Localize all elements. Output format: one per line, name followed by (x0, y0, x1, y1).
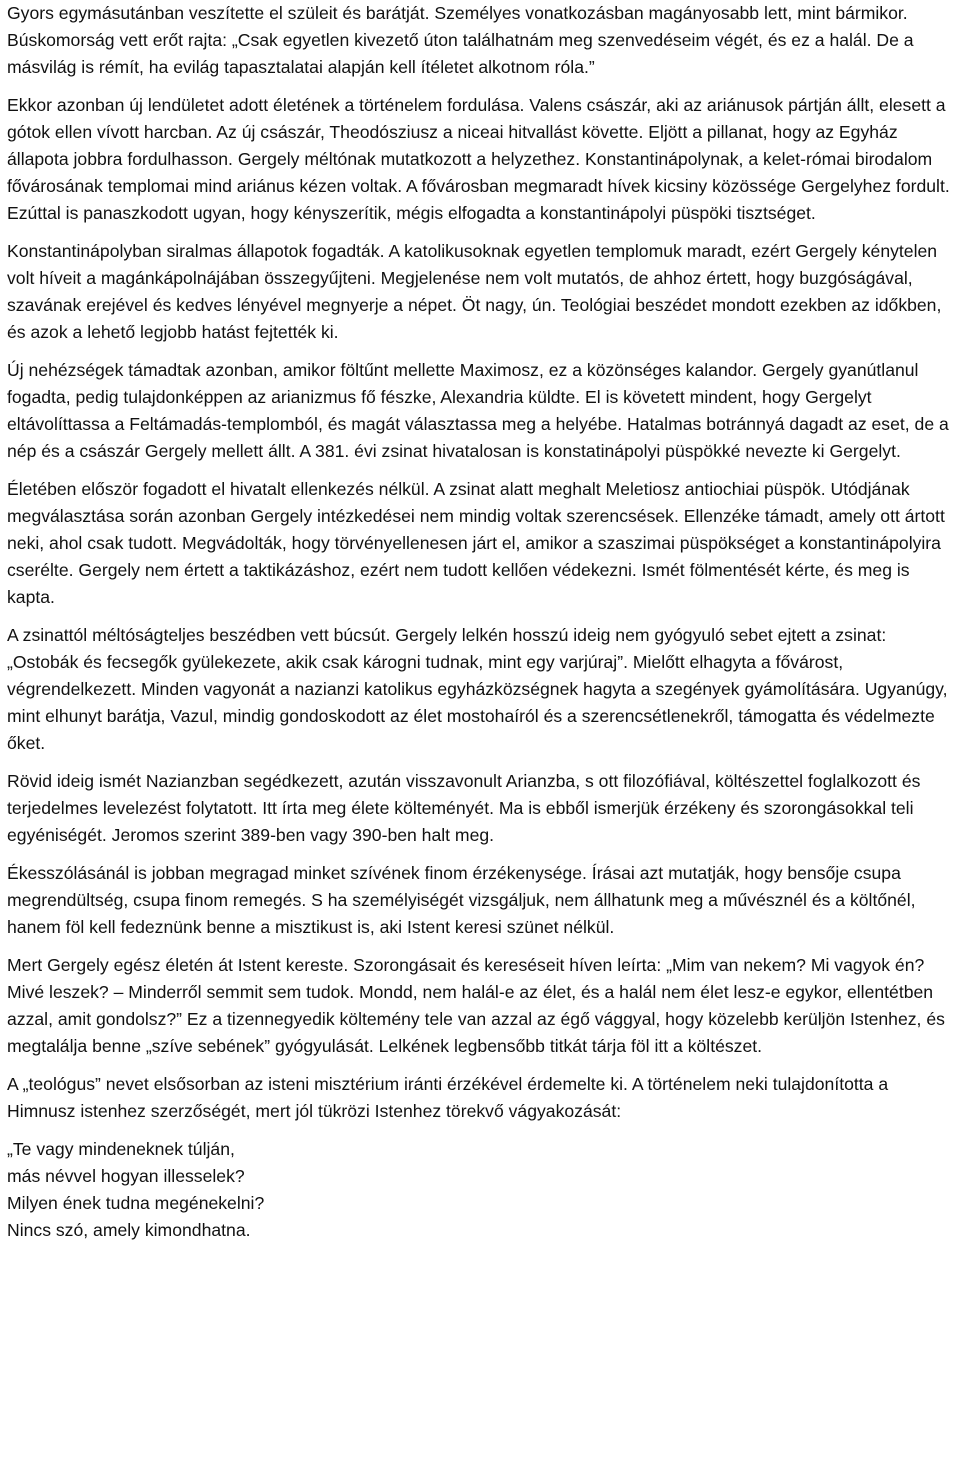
poem-line: Milyen ének tudna megénekelni? (7, 1193, 265, 1213)
paragraph-3: Konstantinápolyban siralmas állapotok fogadták. A katolikusoknak egyetlen templomuk maradt, ezért Gergely kénytelen volt híveit a magánkápolnájában összegyűjteni. Megjelenése nem volt mutatós, de ahhoz értett, hogy buzgóságával, szavának erejével és kedves lényével megnyerje a népet. Öt nagy, ún. Teológiai beszédet mondott ezekben az időkben, és azok a lehető legjobb hatást fejtették ki. (7, 241, 942, 342)
poem-quote (7, 1136, 959, 1244)
paragraph-8: Ékesszólásánál is jobban megragad minket szívének finom érzékenysége. Írásai azt mutatják, hogy bensője csupa megrendültség, csupa finom remegés. S ha személyiségét vizsgáljuk, nem állhatunk meg a művésznél és a költőnél, hanem föl kell fedeznünk benne a misztikust is, aki Istent keresi szünet nélkül. (7, 863, 916, 937)
paragraph-4: Új nehézségek támadtak azonban, amikor föltűnt mellette Maximosz, ez a közönséges kalandor. Gergely gyanútlanul fogadta, pedig tulajdonképpen az arianizmus fő fészke, Alexandria küldte. El is követett mindent, hogy Gergelyt eltávolíttassa a Feltámadás-templomból, és magát választassa meg a helyébe. Hatalmas botránnyá dagadt az eset, de a nép és a császár Gergely mellett állt. A 381. évi zsinat hivatalosan is konstatinápolyi püspökké nevezte ki Gergelyt. (7, 360, 949, 461)
paragraph-6: A zsinattól méltóságteljes beszédben vett búcsút. Gergely lelkén hosszú ideig nem gyógyuló sebet ejtett a zsinat: „Ostobák és fecsegők gyülekezete, akik csak károgni tudnak, mint egy varjúraj”. Mielőtt elhagyta a fővárost, végrendelkezett. Minden vagyonát a nazianzi katolikus egyházközségnek hagyta a szegények gyámolítására. Ugyanúgy, mint elhunyt barátja, Vazul, mindig gondoskodott az élet mostohaíról és a szerencsétlenekről, támogatta és védelmezte őket. (7, 625, 948, 753)
paragraph-1: Gyors egymásutánban veszítette el szüleit és barátját. Személyes vonatkozásban magányosabb lett, mint bármikor. Búskomorság vett erőt rajta: „Csak egyetlen kivezető úton találhatnám meg szenvedéseim végét, és ez a halál. De a másvilág is rémít, ha evilág tapasztalatai alapján kell ítéletet alkotnom róla.” (7, 3, 914, 77)
paragraph-7: Rövid ideig ismét Nazianzban segédkezett, azután visszavonult Arianzba, s ott filozófiával, költészettel foglalkozott és terjedelmes levelezést folytatott. Itt írta meg élete költeményét. Ma is ebből ismerjük érzékeny és szorongásokkal teli egyéniségét. Jeromos szerint 389-ben vagy 390-ben halt meg. (7, 771, 921, 845)
paragraph-10: A „teológus” nevet elsősorban az isteni misztérium iránti érzékével érdemelte ki. A történelem neki tulajdonította a Himnusz istenhez szerzőségét, mert jól tükrözi Istenhez törekvő vágyakozását: (7, 1074, 889, 1121)
poem-line: más névvel hogyan illesselek? (7, 1166, 245, 1186)
paragraph-5: Életében először fogadott el hivatalt ellenkezés nélkül. A zsinat alatt meghalt Meletiosz antiochiai püspök. Utódjának megválasztása során azonban Gergely intézkedései nem mindig voltak szerencsések. Ellenzéke támadt, amely ott ártott neki, ahol csak tudott. Megvádolták, hogy törvényellenesen járt el, amikor a szaszimai püspökséget a konstantinápolyira cserélte. Gergely nem értett a taktikázáshoz, ezért nem tudott kellően védekezni. Ismét fölmentését kérte, és meg is kapta. (7, 479, 945, 607)
document-page (7, 0, 959, 1244)
poem-line: Nincs szó, amely kimondhatna. (7, 1220, 251, 1240)
paragraph-2: Ekkor azonban új lendületet adott életének a történelem fordulása. Valens császár, aki az ariánusok pártján állt, elesett a gótok ellen vívott harcban. Az új császár, Theodósziusz a niceai hitvallást követte. Eljött a pillanat, hogy az Egyház állapota jobbra fordulhasson. Gergely méltónak mutatkozott a helyzethez. Konstantinápolynak, a kelet-római birodalom fővárosának templomai mind ariánus kézen voltak. A fővárosban megmaradt hívek kicsiny közössége Gergelyhez fordult. Ezúttal is panaszkodott ugyan, hogy kényszerítik, mégis elfogadta a konstantinápolyi püspöki tisztséget. (7, 95, 950, 223)
poem-line: „Te vagy mindeneknek túlján, (7, 1139, 235, 1159)
paragraph-9: Mert Gergely egész életén át Istent kereste. Szorongásait és kereséseit híven leírta: „Mim van nekem? Mi vagyok én? Mivé leszek? – Minderről semmit sem tudok. Mondd, nem halál-e az élet, és a halál nem élet lesz-e egykor, ellentétben azzal, amit gondolsz?” Ez a tizennegyedik költemény tele van azzal az égő vággyal, hogy közelebb kerüljön Istenhez, és megtalálja benne „szíve sebének” gyógyulását. Lelkének legbensőbb titkát tárja föl itt a költészet. (7, 955, 945, 1056)
